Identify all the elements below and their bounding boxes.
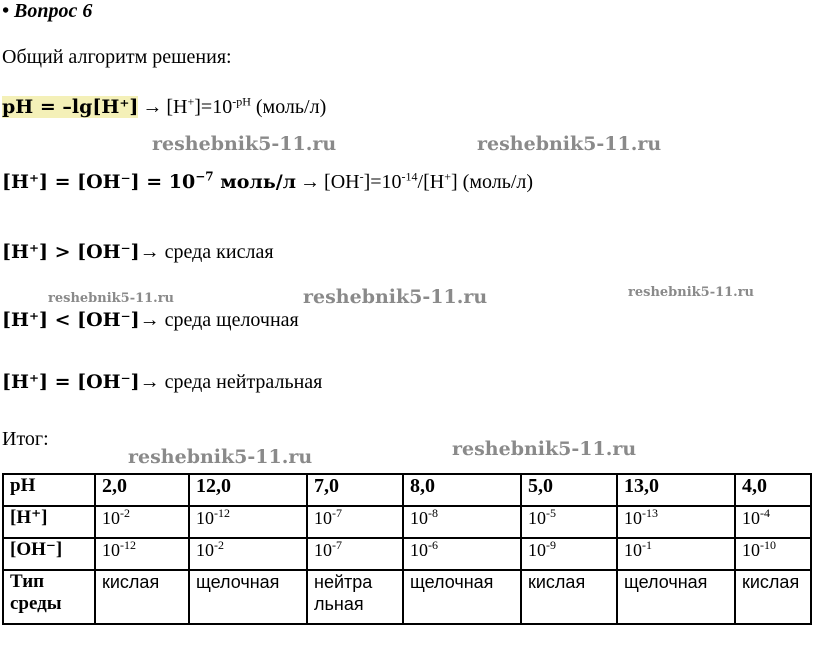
rule-acidic xyxy=(2,241,274,264)
watermark: reshebnik5-11.ru xyxy=(128,446,313,468)
table-row-oh xyxy=(3,538,811,570)
table-cell: щелочная xyxy=(617,570,735,624)
table-cell: кислая xyxy=(95,570,189,624)
row-header-h: [H⁺] xyxy=(3,506,95,538)
table-cell: нейтра льная xyxy=(307,570,403,624)
table-row-h xyxy=(3,506,811,538)
row-header-medium: Тип среды xyxy=(3,570,95,624)
rule-condition: [H⁺] = [OH⁻] xyxy=(2,371,140,393)
table-row-ph xyxy=(3,474,811,506)
table-cell: $10^{-10}$ xyxy=(735,538,811,570)
table-cell: $10^{-5}$ xyxy=(521,506,617,538)
arrow-icon: → xyxy=(139,241,160,263)
rule-result: среда нейтральная xyxy=(159,371,323,393)
watermark: reshebnik5-11.ru xyxy=(628,285,755,300)
watermark: reshebnik5-11.ru xyxy=(152,133,337,155)
table-cell: $10^{-12}$ xyxy=(189,506,307,538)
formula-h-expression: $[H^+]=10^{-pH}$ (моль/л) xyxy=(166,94,327,118)
formula-ph-lhs: pH = –lg[H⁺] xyxy=(2,96,139,118)
formula-oh-expression: $[OH^-]=10^{-14}/[H^+]$ (моль/л) xyxy=(324,169,534,193)
table-cell: $10^{-1}$ xyxy=(617,538,735,570)
arrow-icon: → xyxy=(142,96,163,118)
table-cell: $10^{-8}$ xyxy=(403,506,521,538)
rule-neutral xyxy=(2,371,322,394)
table-cell: $10^{-7}$ xyxy=(307,538,403,570)
table-cell: 8,0 xyxy=(403,474,521,506)
table-cell: кислая xyxy=(521,570,617,624)
rule-basic xyxy=(2,309,299,332)
table-cell: кислая xyxy=(735,570,811,624)
table-cell: $10^{-7}$ xyxy=(307,506,403,538)
watermark: reshebnik5-11.ru xyxy=(48,291,175,306)
table-cell: щелочная xyxy=(403,570,521,624)
rule-condition: [H⁺] < [OH⁻] xyxy=(2,309,140,331)
table-cell: $10^{-4}$ xyxy=(735,506,811,538)
table-cell: $10^{-9}$ xyxy=(521,538,617,570)
table-cell: $10^{-13}$ xyxy=(617,506,735,538)
table-cell: $10^{-6}$ xyxy=(403,538,521,570)
table-cell: 2,0 xyxy=(95,474,189,506)
formula-oh xyxy=(2,171,533,194)
results-table xyxy=(2,473,812,625)
table-cell: $10^{-12}$ xyxy=(95,538,189,570)
table-cell: щелочная xyxy=(189,570,307,624)
rule-result: среда кислая xyxy=(159,241,274,263)
table-cell: 7,0 xyxy=(307,474,403,506)
watermark: reshebnik5-11.ru xyxy=(303,286,488,308)
row-header-oh: [OH⁻] xyxy=(3,538,95,570)
intro-text: Общий алгоритм решения: xyxy=(2,46,232,68)
row-header-ph: pH xyxy=(3,474,95,506)
arrow-icon: → xyxy=(300,171,321,193)
question-title: • Вопрос 6 xyxy=(2,0,93,22)
table-cell: 5,0 xyxy=(521,474,617,506)
rule-condition: [H⁺] > [OH⁻] xyxy=(2,241,140,263)
summary-label: Итог: xyxy=(2,428,49,450)
table-cell: $10^{-2}$ xyxy=(189,538,307,570)
watermark: reshebnik5-11.ru xyxy=(477,133,662,155)
rule-result: среда щелочная xyxy=(159,309,299,331)
table-row-medium xyxy=(3,570,811,624)
formula-ph xyxy=(2,96,326,119)
arrow-icon: → xyxy=(139,371,160,393)
formula-oh-lhs: $[H^+] = [OH^-] = 10^{-7}$ моль/л xyxy=(2,169,297,193)
watermark: reshebnik5-11.ru xyxy=(452,438,637,460)
table-cell: 4,0 xyxy=(735,474,811,506)
arrow-icon: → xyxy=(139,309,160,331)
table-cell: $10^{-2}$ xyxy=(95,506,189,538)
table-cell: 12,0 xyxy=(189,474,307,506)
table-cell: 13,0 xyxy=(617,474,735,506)
